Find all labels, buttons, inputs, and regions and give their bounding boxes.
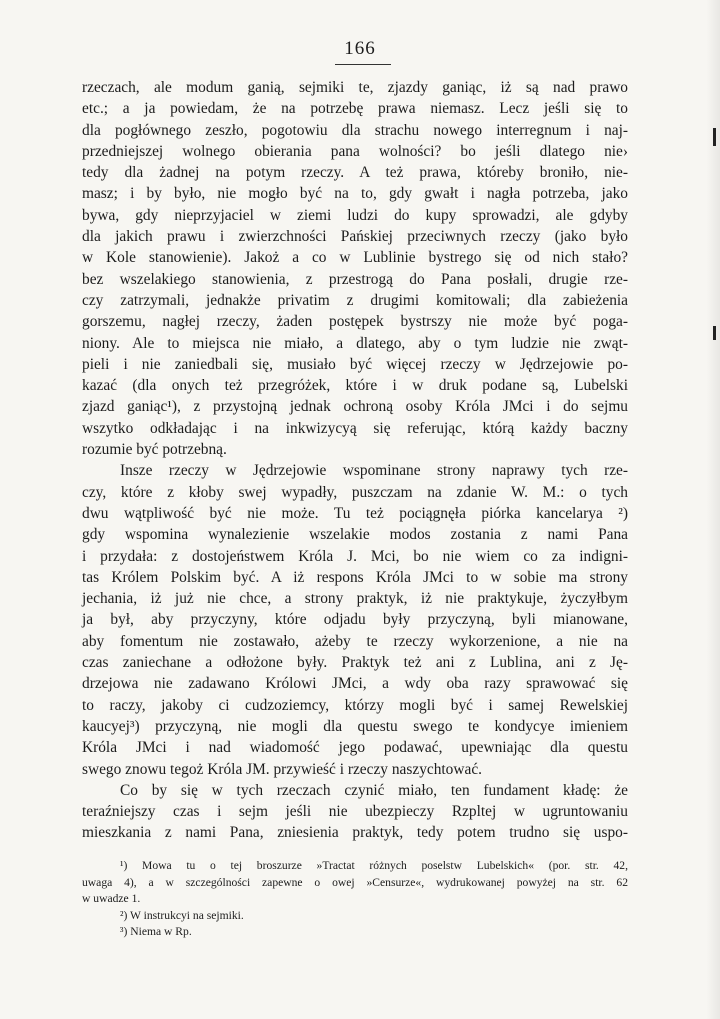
text-line: kaucyej³) przyczyną, nie mogli dla questu swego te kondycye imieniem xyxy=(82,717,628,735)
text-line: jechania, iż już nie chce, a strony praktyk, iż nie praktykuje, życzyłbym xyxy=(82,590,628,608)
text-line: czy zatrzymali, jednakże privatim z drugimi komitowali; dla zabieżenia xyxy=(82,291,628,309)
text-line: rzeczach, ale modum ganią, sejmiki te, zjazdy ganiąc, iż są nad prawo xyxy=(82,79,628,96)
text-line: dla jakich prawu i zwierzchności Pańskiej przeciwnych rzeczy (jako było xyxy=(82,228,628,246)
text-line: bywa, gdy nieprzyjaciel w ziemi ludzi do kupy sprowadzi, ale gdyby xyxy=(82,206,628,224)
text-line: Co by się w tych rzeczach czynić miało, ten fundament kładę: że xyxy=(120,781,628,799)
body-text xyxy=(82,77,628,844)
binding-mark xyxy=(713,326,716,340)
text-line: w Kole stanowienie). Jakoż a co w Lublinie bystrego się od nich stało? xyxy=(82,249,628,267)
text-line: pieli i nie zaniedbali się, musiało być więcej rzeczy w Jędrzejowie po- xyxy=(82,355,628,373)
footnote-line: ³) Niema w Rp. xyxy=(120,925,192,939)
footnote-line: ²) W instrukcyi na sejmiki. xyxy=(120,908,244,922)
text-line: niony. Ale to miejsca nie miało, a dlatego, aby o tym ludzie nie zwąt- xyxy=(82,334,628,352)
text-line: bez wszelakiego stanowienia, z przestrogą do Pana posłali, drugie rze- xyxy=(82,270,628,288)
footnote-line: w uwadze 1. xyxy=(82,892,141,906)
text-line: gorszemu, nagłej rzeczy, żaden postępek bystrszy nie może być poga- xyxy=(82,313,628,331)
binding-mark xyxy=(713,128,716,146)
footnotes xyxy=(82,858,628,941)
text-line: Insze rzeczy w Jędrzejowie wspominane strony naprawy tych rze- xyxy=(120,462,628,480)
text-line: aby fomentum nie zostawało, ażeby te rzeczy wykorzenione, a nie na xyxy=(82,632,628,650)
footnote-line: ¹) Mowa tu o tej broszurze »Tractat różnych poselstw Lubelskich« (por. str. 42, xyxy=(120,859,628,872)
text-line: ja był, aby przyczyny, które odjadu były przyczyną, byli mianowane, xyxy=(82,611,628,629)
text-line: wszytko odkładając i na inkwizycyą się referując, którą każdy baczny xyxy=(82,419,628,437)
text-line: przedniejszej wolnego obierania pana wolności? bo jeśli dlatego nie› xyxy=(82,142,628,160)
text-line: masz; i by było, nie mogło być na to, gdy gwałt i nagła potrzeba, jako xyxy=(82,185,628,203)
text-line: mieszkania z nami Pana, zniesienia praktyk, tedy potem trudno się uspo- xyxy=(82,824,628,842)
text-line: swego znowu tegoż Króla JM. przywieść i rzeczy naszychtować. xyxy=(82,760,483,778)
text-line: rozumie być potrzebną. xyxy=(82,441,227,459)
text-line: etc.; a ja powiedam, że na potrzebę prawa niemasz. Lecz jeśli się to xyxy=(82,100,628,118)
text-line: dla pogłównego zeszło, pogotowiu dla strachu nowego interregnum i naj- xyxy=(82,121,628,139)
text-line: to raczy, jakoby ci cudzoziemcy, którzy mogli być i samej Rewelskiej xyxy=(82,696,628,714)
text-line: drzejowa nie zadawano Królowi JMci, a wdy oba razy sprawować się xyxy=(82,675,628,693)
text-line: zjazd ganiąc¹), z przystojną jednak ochroną osoby Króla JMci i do sejmu xyxy=(82,398,628,416)
text-line: tedy dla żadnej na potym rzeczy. A też prawa, któreby broniło, nie- xyxy=(82,164,628,182)
page-edge-shadow xyxy=(706,0,720,1019)
text-line: czy, które z kłoby swej wypadły, puszczam na zdanie W. M.: o tych xyxy=(82,483,628,501)
text-line: kazać (dla onych też przegróżek, które i w druk podane są, Lubelski xyxy=(82,377,628,395)
text-line: gdy wspomina wynalezienie wszelakie modos zostania z nami Pana xyxy=(82,526,628,544)
page-number: 166 xyxy=(344,38,376,59)
text-line: teraźniejszy czas i sejm jeśli nie ubezpieczy Rzpltej w ugruntowaniu xyxy=(82,803,628,821)
text-line: i przydała: z dostojeństwem Króla J. Mci, bo nie wiem co za indigni- xyxy=(82,547,628,565)
text-line: czas zaniechane a odłożone były. Praktyk też ani z Lublina, ani z Ję- xyxy=(82,654,628,672)
text-line: Króla JMci i nad wiadomość jego podawać, upewniając dla questu xyxy=(82,739,628,757)
text-line: tas Królem Polskim być. A iż respons Króla JMci to w sobie ma strony xyxy=(82,568,628,586)
page-number-rule xyxy=(335,64,391,65)
text-line: dwu wątpliwość być nie może. Tu też pociągnęła piórka kancelarya ²) xyxy=(82,504,628,522)
footnote-line: uwaga 4), a w szczególności zapewne o owej »Censurze«, wydrukowanej powyżej na str. 62 xyxy=(82,875,628,889)
